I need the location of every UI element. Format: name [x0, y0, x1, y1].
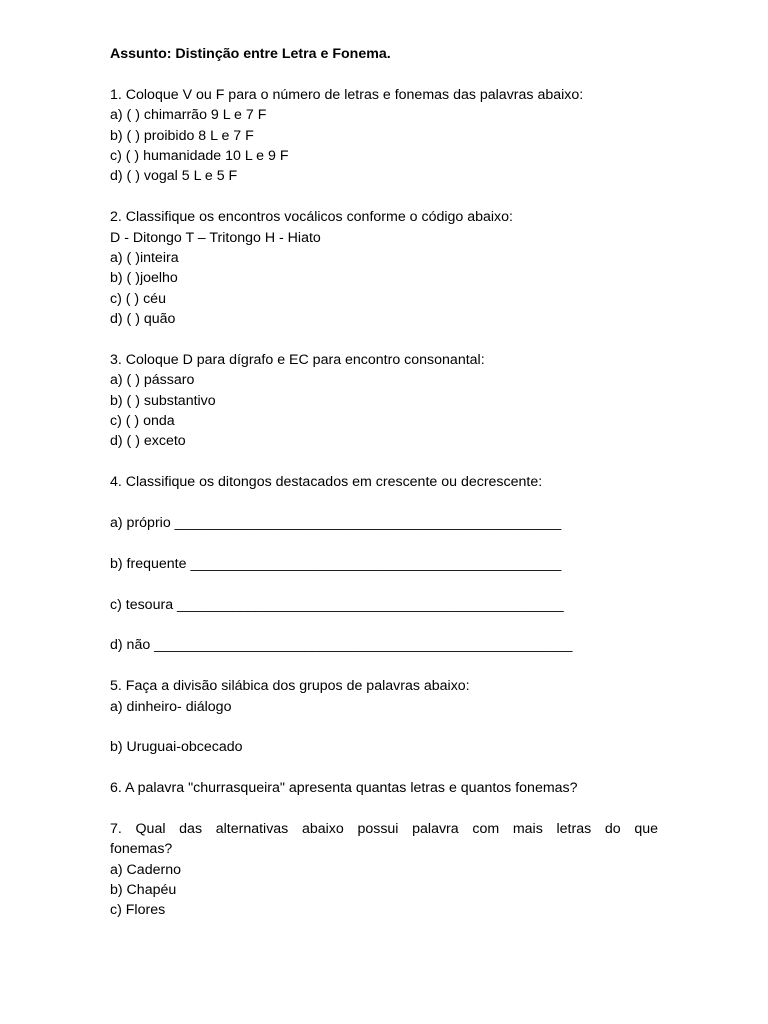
question-4 — [110, 472, 658, 656]
question-prompt: 3. Coloque D para dígrafo e EC para encontro consonantal: — [110, 351, 485, 368]
option-a: a) ( ) pássaro — [110, 372, 195, 389]
answer-line-a: a) próprio _________________________________________________ — [110, 514, 562, 531]
spacer — [110, 717, 658, 737]
document-title: Assunto: Distinção entre Letra e Fonema. — [110, 46, 391, 62]
item-a: a) dinheiro- diálogo — [110, 698, 232, 715]
answer-line-b: b) frequente _______________________________________________ — [110, 555, 562, 572]
option-d: d) ( ) quão — [110, 311, 176, 328]
option-a: a) ( )inteira — [110, 249, 179, 266]
question-prompt: 1. Coloque V ou F para o número de letras e fonemas das palavras abaixo: — [110, 86, 584, 103]
option-d: d) ( ) vogal 5 L e 5 F — [110, 168, 238, 185]
question-6 — [110, 778, 658, 798]
question-7 — [110, 819, 658, 921]
answer-line-d: d) não _____________________________________________________ — [110, 637, 573, 654]
question-5 — [110, 676, 658, 758]
spacer — [110, 452, 658, 472]
question-2 — [110, 207, 658, 329]
spacer — [110, 758, 658, 778]
question-prompt: 2. Classifique os encontros vocálicos conforme o código abaixo: — [110, 209, 513, 226]
spacer — [110, 615, 658, 635]
spacer — [110, 533, 658, 553]
option-b: b) ( ) substantivo — [110, 392, 216, 409]
option-c: c) ( ) onda — [110, 413, 175, 430]
spacer — [110, 798, 658, 818]
document-page — [110, 44, 658, 921]
question-1 — [110, 85, 658, 187]
option-a: a) ( ) chimarrão 9 L e 7 F — [110, 107, 267, 124]
question-prompt-line-2: fonemas? — [110, 841, 173, 858]
option-b: b) ( ) proibido 8 L e 7 F — [110, 127, 254, 144]
option-c: c) ( ) humanidade 10 L e 9 F — [110, 147, 289, 164]
spacer — [110, 329, 658, 349]
spacer — [110, 187, 658, 207]
spacer — [110, 574, 658, 594]
spacer — [110, 493, 658, 513]
option-b: b) Chapéu — [110, 882, 177, 899]
option-d: d) ( ) exceto — [110, 433, 186, 450]
question-3 — [110, 350, 658, 452]
answer-line-c: c) tesoura _________________________________________________ — [110, 596, 564, 613]
item-b: b) Uruguai-obcecado — [110, 739, 243, 756]
question-prompt: 5. Faça a divisão silábica dos grupos de palavras abaixo: — [110, 678, 470, 695]
option-a: a) Caderno — [110, 861, 181, 878]
question-prompt: 6. A palavra "churrasqueira" apresenta quantas letras e quantos fonemas? — [110, 780, 578, 797]
question-prompt: 4. Classifique os ditongos destacados em crescente ou decrescente: — [110, 474, 543, 491]
option-c: c) ( ) céu — [110, 290, 166, 307]
classification-code: D - Ditongo T – Tritongo H - Hiato — [110, 229, 321, 246]
spacer — [110, 64, 658, 84]
question-prompt-line-1: 7. Qual das alternativas abaixo possui palavra com mais letras do que — [110, 820, 658, 837]
option-b: b) ( )joelho — [110, 270, 178, 287]
option-c: c) Flores — [110, 902, 166, 919]
spacer — [110, 656, 658, 676]
